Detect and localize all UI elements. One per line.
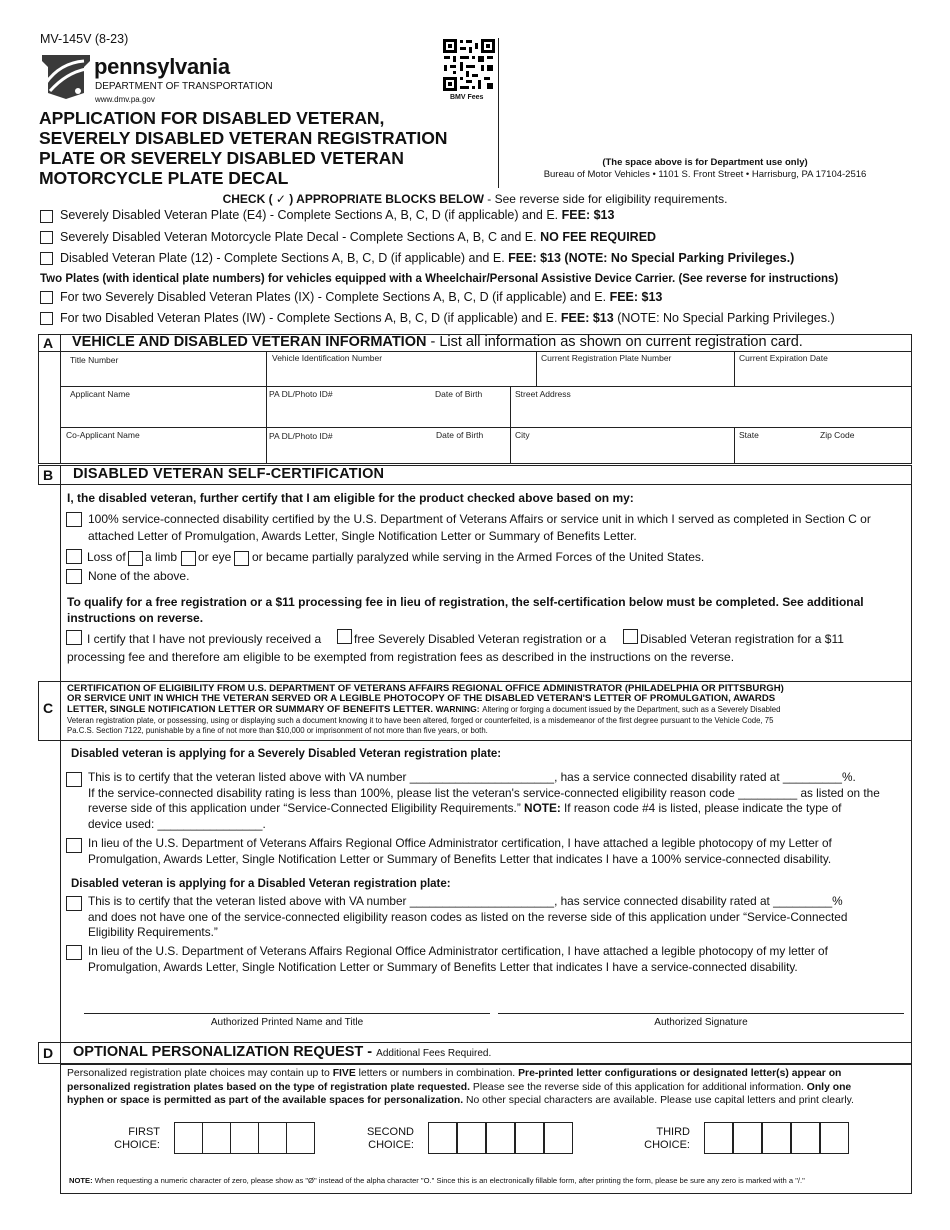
b-free-sdv-label: free Severely Disabled Veteran registration or a bbox=[354, 632, 607, 646]
b-eye-label: or eye bbox=[198, 550, 232, 564]
vin-field[interactable] bbox=[268, 364, 534, 384]
street-address-label: Street Address bbox=[515, 389, 571, 399]
state-field[interactable] bbox=[736, 441, 812, 463]
dob-label: Date of Birth bbox=[435, 389, 483, 399]
second-choice-char-2[interactable] bbox=[457, 1122, 486, 1154]
second-choice-char-4[interactable] bbox=[515, 1122, 544, 1154]
section-a-letter: A bbox=[42, 335, 54, 351]
coapplicant-name-label: Co-Applicant Name bbox=[66, 430, 140, 440]
option-dv-plate-label: Disabled Veteran Plate (12) - Complete Sections A, B, C, D (if applicable) and E. FEE: $13 (NOTE: No Special Parking Privileges.) bbox=[60, 251, 795, 265]
zip-field[interactable] bbox=[816, 441, 910, 463]
c-sdv-subheading: Disabled veteran is applying for a Severely Disabled Veteran registration plate: bbox=[71, 748, 502, 760]
b-none-label: None of the above. bbox=[88, 569, 190, 583]
coapplicant-dob-label: Date of Birth bbox=[436, 430, 484, 440]
form-id: MV-145V (8-23) bbox=[40, 32, 129, 46]
check-heading: CHECK ( ✓ ) APPROPRIATE BLOCKS BELOW - See reverse side for eligibility requirements. bbox=[222, 192, 728, 206]
first-choice-char-5[interactable] bbox=[286, 1122, 315, 1154]
dob-field[interactable] bbox=[432, 400, 508, 425]
expiration-label: Current Expiration Date bbox=[739, 353, 828, 363]
section-c-heading: CERTIFICATION OF ELIGIBILITY FROM U.S. DEPARTMENT OF VETERANS AFFAIRS REGIONAL OFFICE ADMINISTRATOR (PHILADELPHIA OR PITTSBURGH) OR SERVICE UNIT IN WHICH THE VETERAN SERVED OR A LEGIBLE PHOTOCOPY OF THE DISABLED VETERAN'S LETTER OF PROMULGATION, AWARDS LETTER, SINGLE NOTIFICATION LETTER OR SUMMARY OF BENEFITS LETTER. WARNING: Altering or forging a document issued by the Department, such as a Severely Disabled bbox=[67, 683, 784, 715]
second-choice-char-5[interactable] bbox=[544, 1122, 573, 1154]
first-choice-label: FIRST CHOICE: bbox=[114, 1126, 160, 1151]
b-limb-checkbox[interactable] bbox=[128, 551, 143, 566]
option-ix-checkbox[interactable] bbox=[40, 291, 53, 304]
b-limb-label: a limb bbox=[145, 550, 178, 564]
c-sdv-letter-checkbox[interactable] bbox=[66, 838, 82, 853]
two-plates-heading: Two Plates (with identical plate numbers) for vehicles equipped with a Wheelchair/Personal Assistive Device Carrier. (See reverse for instructions) bbox=[40, 273, 839, 285]
section-a-title: VEHICLE AND DISABLED VETERAN INFORMATION - List all information as shown on current registration card. bbox=[72, 334, 803, 350]
zero-note: NOTE: When requesting a numeric character of zero, please show as "Ø" instead of the alpha character "O." Since this is an electronically fillable form, after printing the form, please be sure any zero is marked with a "/." bbox=[69, 1176, 805, 1185]
qr-caption: BMV Fees bbox=[450, 94, 484, 101]
option-e4-label: Severely Disabled Veteran Plate (E4) - Complete Sections A, B, C, D (if applicable) and E. FEE: $13 bbox=[60, 208, 615, 222]
option-dv-plate-checkbox[interactable] bbox=[40, 252, 53, 265]
third-choice-char-3[interactable] bbox=[762, 1122, 791, 1154]
b-certify-label: I certify that I have not previously received a bbox=[87, 632, 322, 646]
option-iw-checkbox[interactable] bbox=[40, 312, 53, 325]
printed-name-label: Authorized Printed Name and Title bbox=[210, 1017, 364, 1028]
agency-url[interactable]: www.dmv.pa.gov bbox=[95, 95, 155, 104]
option-motorcycle-checkbox[interactable] bbox=[40, 231, 53, 244]
b-certify-checkbox[interactable] bbox=[66, 630, 82, 645]
signature-label: Authorized Signature bbox=[654, 1017, 748, 1028]
dept-use-note: (The space above is for Department use only) bbox=[602, 157, 808, 168]
plate-number-field[interactable] bbox=[538, 364, 732, 384]
title-number-field[interactable] bbox=[62, 364, 264, 384]
coapplicant-dob-field[interactable] bbox=[432, 441, 508, 463]
c-dv-letter-text: In lieu of the U.S. Department of Veterans Affairs Regional Office Administrator certification, I have attached a legible photocopy of my letter of Promulgation, Awards Letter, Single Notification Letter or Summary of Benefits Letter that indicates I have a service-connected disability. bbox=[88, 944, 828, 974]
second-choice-label: SECOND CHOICE: bbox=[366, 1126, 414, 1151]
b-paralyzed-label: or became partially paralyzed while serving in the Armed Forces of the United States. bbox=[252, 550, 705, 564]
c-sdv-certify-checkbox[interactable] bbox=[66, 772, 82, 787]
c-sdv-letter-text: In lieu of the U.S. Department of Veterans Affairs Regional Office Administrator certification, I have attached a legible photocopy of my Letter of Promulgation, Awards Letter, Single Notification Letter or Summary of Benefits Letter that indicates I have a 100% service-connected disability. bbox=[88, 836, 832, 866]
third-choice-char-2[interactable] bbox=[733, 1122, 762, 1154]
second-choice-char-1[interactable] bbox=[428, 1122, 457, 1154]
applicant-name-field[interactable] bbox=[62, 400, 264, 425]
section-d-letter: D bbox=[42, 1045, 54, 1061]
first-choice-char-3[interactable] bbox=[230, 1122, 259, 1154]
dept-address: Bureau of Motor Vehicles • 1101 S. Front Street • Harrisburg, PA 17104-2516 bbox=[543, 169, 867, 180]
section-b-letter: B bbox=[42, 467, 54, 483]
c-dv-subheading: Disabled veteran is applying for a Disabled Veteran registration plate: bbox=[71, 878, 451, 890]
option-ix-label: For two Severely Disabled Veteran Plates (IX) - Complete Sections A, B, C, D (if applicable) and E. FEE: $13 bbox=[60, 290, 663, 304]
b-certify-line2: processing fee and therefore am eligible to be exempted from registration fees as described in the instructions on the reverse. bbox=[67, 650, 735, 664]
form-title bbox=[39, 108, 447, 188]
section-d-title: OPTIONAL PERSONALIZATION REQUEST - Additional Fees Required. bbox=[73, 1044, 492, 1060]
b-qualify-text: To qualify for a free registration or a $11 processing fee in lieu of registration, the self-certification below must be completed. See additional instructions on reverse. bbox=[67, 595, 864, 625]
b-none-checkbox[interactable] bbox=[66, 569, 82, 584]
third-choice-char-4[interactable] bbox=[791, 1122, 820, 1154]
first-choice-char-2[interactable] bbox=[202, 1122, 231, 1154]
coapplicant-dl-label: PA DL/Photo ID# bbox=[269, 431, 333, 441]
option-e4-checkbox[interactable] bbox=[40, 210, 53, 223]
b-100pct-label: 100% service-connected disability certified by the U.S. Department of Veterans Affairs or service unit in which I served as completed in Section C or attached Letter of Promulgation, Awards Letter, Single Notification Letter or Summary of Benefits Letter. bbox=[88, 512, 871, 543]
section-b-title: DISABLED VETERAN SELF-CERTIFICATION bbox=[73, 466, 385, 482]
title-number-label: Title Number bbox=[70, 355, 119, 365]
city-field[interactable] bbox=[512, 441, 732, 463]
c-dv-letter-checkbox[interactable] bbox=[66, 945, 82, 960]
pennsylvania-keystone-logo-icon bbox=[40, 53, 92, 99]
agency-dept: DEPARTMENT OF TRANSPORTATION bbox=[95, 81, 273, 92]
form-title-line-2: SEVERELY DISABLED VETERAN REGISTRATION bbox=[39, 128, 448, 148]
expiration-field[interactable] bbox=[736, 364, 910, 384]
coapplicant-name-field[interactable] bbox=[62, 441, 264, 463]
zip-label: Zip Code bbox=[820, 430, 855, 440]
b-dv-fee-checkbox[interactable] bbox=[623, 629, 638, 644]
first-choice-char-1[interactable] bbox=[174, 1122, 203, 1154]
first-choice-char-4[interactable] bbox=[258, 1122, 287, 1154]
agency-name: pennsylvania bbox=[94, 54, 230, 79]
city-label: City bbox=[515, 430, 530, 440]
applicant-name-label: Applicant Name bbox=[70, 389, 131, 399]
plate-number-label: Current Registration Plate Number bbox=[541, 353, 672, 363]
b-dv-fee-label: Disabled Veteran registration for a $11 bbox=[640, 632, 844, 646]
section-c-warning: Veteran registration plate, or possessing, using or displaying such a document knowing it to have been altered, forged or counterfeited, is a misdemeanor of the first degree pursuant to the Vehicle Code, 75 Pa.C.S. Section 7122, punishable by a fine of not more than $10,000 or imprisonment of not more than five years, or both. bbox=[67, 716, 774, 735]
printed-name-line[interactable] bbox=[84, 1013, 490, 1014]
third-choice-label: THIRD CHOICE: bbox=[644, 1126, 690, 1151]
b-loss-of-label: Loss of bbox=[87, 550, 126, 564]
c-sdv-certify-text: This is to certify that the veteran listed above with VA number ______________________, has a service connected disability rated at _________%. If the service-connected disability rating is less than 100%, please list the veteran's service-connected eligibility reason code _________ as listed on the reverse side of this application under “Service-Connected Eligibility Requirements.” NOTE: If reason code #4 is listed, please indicate the type of device used: ________________. bbox=[88, 770, 880, 831]
c-dv-certify-text: This is to certify that the veteran listed above with VA number ______________________, has service connected disability rated at _________% and does not have one of the service-connected eligibility reason codes as listed on the reverse side of this application under “Service-Connected Eligibility Requirements.” bbox=[88, 894, 848, 939]
vin-label: Vehicle Identification Number bbox=[272, 353, 383, 363]
section-b-intro: I, the disabled veteran, further certify that I am eligible for the product checked above based on my: bbox=[67, 491, 634, 505]
c-dv-certify-checkbox[interactable] bbox=[66, 896, 82, 911]
street-address-field[interactable] bbox=[512, 400, 910, 425]
option-iw-label: For two Disabled Veteran Plates (IW) - Complete Sections A, B, C, D (if applicable) and E. FEE: $13 (NOTE: No Special Parking Privileges.) bbox=[60, 311, 835, 325]
coapplicant-dl-field[interactable] bbox=[268, 441, 428, 463]
signature-line[interactable] bbox=[498, 1013, 904, 1014]
form-title-line-1: APPLICATION FOR DISABLED VETERAN, bbox=[39, 108, 385, 128]
third-choice-char-5[interactable] bbox=[820, 1122, 849, 1154]
form-title-line-4: MOTORCYCLE PLATE DECAL bbox=[39, 168, 289, 188]
b-free-sdv-checkbox[interactable] bbox=[337, 629, 352, 644]
state-label: State bbox=[739, 430, 759, 440]
b-100pct-checkbox[interactable] bbox=[66, 512, 82, 527]
form-title-line-3: PLATE OR SEVERELY DISABLED VETERAN bbox=[39, 148, 404, 168]
dl-id-field[interactable] bbox=[268, 400, 428, 425]
b-eye-checkbox[interactable] bbox=[181, 551, 196, 566]
b-loss-checkbox[interactable] bbox=[66, 549, 82, 564]
option-motorcycle-label: Severely Disabled Veteran Motorcycle Plate Decal - Complete Sections A, B, C and E. NO FEE REQUIRED bbox=[60, 230, 657, 244]
dl-id-label: PA DL/Photo ID# bbox=[269, 389, 333, 399]
second-choice-char-3[interactable] bbox=[486, 1122, 515, 1154]
b-paralyzed-checkbox[interactable] bbox=[234, 551, 249, 566]
qr-code-icon bbox=[442, 38, 496, 92]
section-d-instructions: Personalized registration plate choices may contain up to FIVE letters or numbers in combination. Pre-printed letter configurations or designated letter(s) appear on personalized registration plates based on the type of registration plate requested. Please see the reverse side of this application for additional information. Only one hyphen or space is permitted as part of the available spaces for personalization. No other special characters are available. Please use capital letters and print clearly. bbox=[67, 1068, 854, 1106]
third-choice-char-1[interactable] bbox=[704, 1122, 733, 1154]
section-c-letter: C bbox=[42, 700, 54, 716]
